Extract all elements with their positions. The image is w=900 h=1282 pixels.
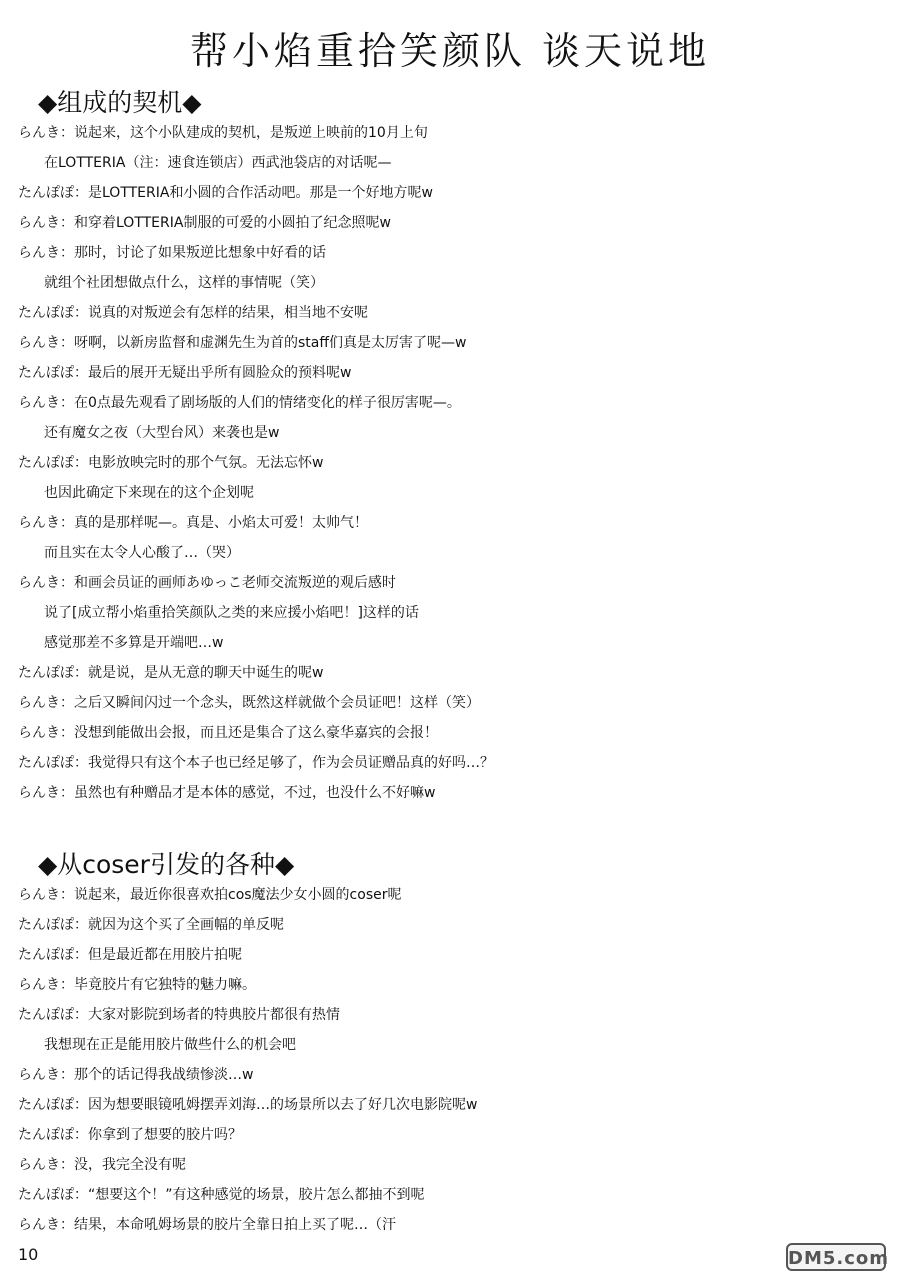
- dialogue-text: 说起来，最近你很喜欢拍cos魔法少女小圆的coser呢: [74, 887, 402, 903]
- dialogue-text: 就组个社团想做点什么，这样的事情呢（笑）: [44, 275, 324, 291]
- dialogue-text: 而且实在太令人心酸了…（哭）: [44, 545, 240, 561]
- dialogue-line: [0, 568, 900, 598]
- dialogue-line: [0, 268, 900, 298]
- dialogue-line: [0, 880, 900, 910]
- dialogue-line: [0, 1060, 900, 1090]
- dialogue-line: [0, 1030, 900, 1060]
- dialogue-line: [0, 1180, 900, 1210]
- page-title: 帮小焰重拾笑颜队 谈天说地: [189, 29, 711, 73]
- speaker-name: らんき：: [18, 1157, 74, 1173]
- dialogue-line: [0, 178, 900, 208]
- dialogue-line: [0, 1150, 900, 1180]
- dialogue-text: 大家对影院到场者的特典胶片都很有热情: [88, 1007, 340, 1023]
- speaker-name: らんき：: [18, 515, 74, 531]
- speaker-name: たんぽぽ：: [18, 1187, 88, 1203]
- dialogue-text: “想要这个！”有这种感觉的场景，胶片怎么都抽不到呢: [88, 1187, 425, 1203]
- dialogue-text: 说真的对叛逆会有怎样的结果，相当地不安呢: [88, 305, 368, 321]
- dialogue-line: [0, 748, 900, 778]
- dialogue-line: [0, 778, 900, 808]
- dialogue-line: [0, 328, 900, 358]
- speaker-name: たんぽぽ：: [18, 1097, 88, 1113]
- speaker-name: らんき：: [18, 785, 74, 801]
- speaker-name: らんき：: [18, 725, 74, 741]
- dialogue-line: [0, 688, 900, 718]
- speaker-name: たんぽぽ：: [18, 755, 88, 771]
- dialogue-line: [0, 1120, 900, 1150]
- speaker-name: らんき：: [18, 395, 74, 411]
- dialogue-text: 在LOTTERIA（注：速食连锁店）西武池袋店的对话呢—: [44, 155, 392, 171]
- section-header: ◆从coser引发的各种◆: [38, 850, 295, 879]
- dialogue-text: 真的是那样呢—。真是、小焰太可爱！太帅气！: [74, 515, 368, 531]
- dialogue-text: 没，我完全没有呢: [74, 1157, 186, 1173]
- dialogue-text: 你拿到了想要的胶片吗？: [88, 1127, 242, 1143]
- speaker-name: らんき：: [18, 245, 74, 261]
- dialogue-text: 虽然也有种赠品才是本体的感觉，不过，也没什么不好嘛w: [74, 785, 436, 801]
- dialogue-text: 感觉那差不多算是开端吧…w: [44, 635, 224, 651]
- dialogue-text: 也因此确定下来现在的这个企划呢: [44, 485, 254, 501]
- speaker-name: たんぽぽ：: [18, 185, 88, 201]
- dialogue-text: 在0点最先观看了剧场版的人们的情绪变化的样子很厉害呢—。: [74, 395, 461, 411]
- dialogue-line: [0, 538, 900, 568]
- speaker-name: らんき：: [18, 695, 74, 711]
- speaker-name: たんぽぽ：: [18, 665, 88, 681]
- dialogue-text: 是LOTTERIA和小圆的合作活动吧。那是一个好地方呢w: [88, 185, 433, 201]
- speaker-name: らんき：: [18, 335, 74, 351]
- speaker-name: たんぽぽ：: [18, 917, 88, 933]
- speaker-name: らんき：: [18, 1217, 74, 1233]
- speaker-name: たんぽぽ：: [18, 365, 88, 381]
- dialogue-text: 最后的展开无疑出乎所有圆脸众的预料呢w: [88, 365, 352, 381]
- dialogue-text: 之后又瞬间闪过一个念头，既然这样就做个会员证吧！这样（笑）: [74, 695, 480, 711]
- dialogue-line: [0, 358, 900, 388]
- dialogue-line: [0, 388, 900, 418]
- dialogue-line: [0, 508, 900, 538]
- dialogue-text: 因为想要眼镜吼姆摆弄刘海…的场景所以去了好几次电影院呢w: [88, 1097, 478, 1113]
- dialogue-text: 毕竟胶片有它独特的魅力嘛。: [74, 977, 256, 993]
- dialogue-text: 但是最近都在用胶片拍呢: [88, 947, 242, 963]
- dialogue-line: [0, 418, 900, 448]
- dialogue-text: 说起来，这个小队建成的契机，是叛逆上映前的10月上旬: [74, 125, 428, 141]
- dialogue-line: [0, 658, 900, 688]
- dialogue-text: 呀啊，以新房监督和虚渊先生为首的staff们真是太厉害了呢—w: [74, 335, 467, 351]
- section-header: ◆组成的契机◆: [38, 88, 202, 117]
- dialogue-line: [0, 970, 900, 1000]
- speaker-name: たんぽぽ：: [18, 305, 88, 321]
- dialogue-line: [0, 298, 900, 328]
- dialogue-text: 那个的话记得我战绩惨淡…w: [74, 1067, 254, 1083]
- dialogue-line: [0, 598, 900, 628]
- speaker-name: らんき：: [18, 215, 74, 231]
- dialogue-text: 我想现在正是能用胶片做些什么的机会吧: [44, 1037, 296, 1053]
- section-formation: [0, 88, 900, 808]
- dialogue-text: 还有魔女之夜（大型台风）来袭也是w: [44, 425, 280, 441]
- dialogue-line: [0, 148, 900, 178]
- speaker-name: らんき：: [18, 575, 74, 591]
- site-logo: DM5.com: [786, 1243, 886, 1271]
- dialogue-text: 和画会员证的画师あゆっこ老师交流叛逆的观后感时: [74, 575, 396, 591]
- dialogue-text: 没想到能做出会报，而且还是集合了这么豪华嘉宾的会报！: [74, 725, 438, 741]
- speaker-name: らんき：: [18, 887, 74, 903]
- speaker-name: たんぽぽ：: [18, 1127, 88, 1143]
- speaker-name: たんぽぽ：: [18, 947, 88, 963]
- dialogue-line: [0, 238, 900, 268]
- dialogue-text: 说了[成立帮小焰重拾笑颜队之类的来应援小焰吧！]这样的话: [44, 605, 419, 621]
- speaker-name: らんき：: [18, 125, 74, 141]
- dialogue-line: [0, 1210, 900, 1240]
- dialogue-text: 电影放映完时的那个气氛。无法忘怀w: [88, 455, 324, 471]
- speaker-name: たんぽぽ：: [18, 455, 88, 471]
- dialogue-line: [0, 208, 900, 238]
- dialogue-text: 就因为这个买了全画幅的单反呢: [88, 917, 284, 933]
- dialogue-line: [0, 718, 900, 748]
- dialogue-text: 就是说，是从无意的聊天中诞生的呢w: [88, 665, 324, 681]
- dialogue-line: [0, 940, 900, 970]
- speaker-name: たんぽぽ：: [18, 1007, 88, 1023]
- dialogue-text: 我觉得只有这个本子也已经足够了，作为会员证赠品真的好吗…？: [88, 755, 494, 771]
- dialogue-line: [0, 478, 900, 508]
- dialogue-line: [0, 628, 900, 658]
- speaker-name: らんき：: [18, 1067, 74, 1083]
- speaker-name: らんき：: [18, 977, 74, 993]
- dialogue-line: [0, 1000, 900, 1030]
- dialogue-line: [0, 910, 900, 940]
- page-number: 10: [18, 1245, 39, 1264]
- dialogue-text: 那时，讨论了如果叛逆比想象中好看的话: [74, 245, 326, 261]
- dialogue-line: [0, 1090, 900, 1120]
- dialogue-text: 和穿着LOTTERIA制服的可爱的小圆拍了纪念照呢w: [74, 215, 391, 231]
- dialogue-line: [0, 448, 900, 478]
- dialogue-line: [0, 118, 900, 148]
- dialogue-text: 结果，本命吼姆场景的胶片全靠日拍上买了呢…（汗: [74, 1217, 396, 1233]
- section-coser: [0, 850, 900, 1240]
